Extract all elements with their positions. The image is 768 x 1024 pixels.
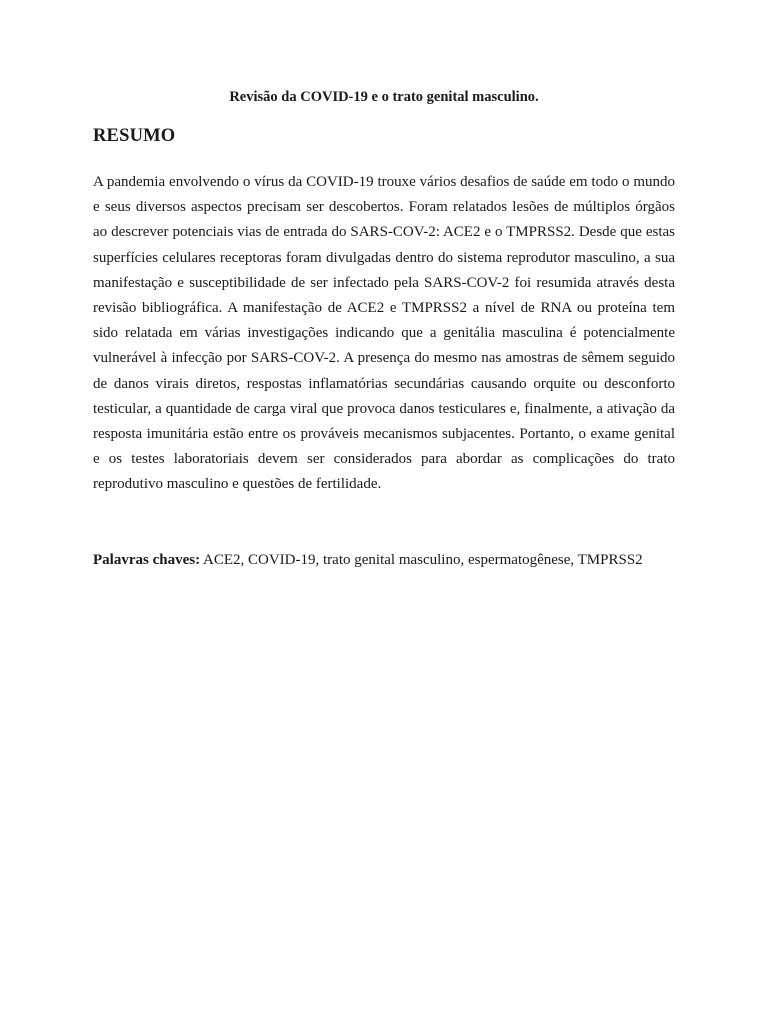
keywords-label: Palavras chaves: — [93, 552, 201, 568]
document-title: Revisão da COVID-19 e o trato genital masculino. — [229, 89, 539, 105]
keywords-list: ACE2, COVID-19, trato genital masculino, espermatogênese, TMPRSS2 — [203, 552, 643, 568]
section-heading-resumo: RESUMO — [93, 126, 176, 146]
abstract-paragraph: A pandemia envolvendo o vírus da COVID-19 trouxe vários desafios de saúde em todo o mundo e seus diversos aspectos precisam ser descobertos. Foram relatados lesões de múltiplos órgãos ao descrever potenciais vias de entrada do SARS-COV-2: ACE2 e o TMPRSS2. Desde que estas superfícies celulares receptoras foram divulgadas dentro do sistema reprodutor masculino, a sua manifestação e susceptibilidade de ser infectado pela SARS-COV-2 foi resumida através desta revisão bibliográfica. A manifestação de ACE2 e TMPRSS2 a nível de RNA ou proteína tem sido relatada em várias investigações indicando que a genitália masculina é potencialmente vulnerável à infecção por SARS-COV-2. A presença do mesmo nas amostras de sêmem seguido de danos virais diretos, respostas inflamatórias secundárias causando orquite ou desconforto testicular, a quantidade de carga viral que provoca danos testiculares e, finalmente, a ativação da resposta imunitária estão entre os prováveis mecanismos subjacentes. Portanto, o exame genital e os testes laboratoriais devem ser considerados para abordar as complicações do trato reprodutivo masculino e questões de fertilidade. — [93, 174, 675, 493]
keywords-line — [93, 549, 713, 571]
